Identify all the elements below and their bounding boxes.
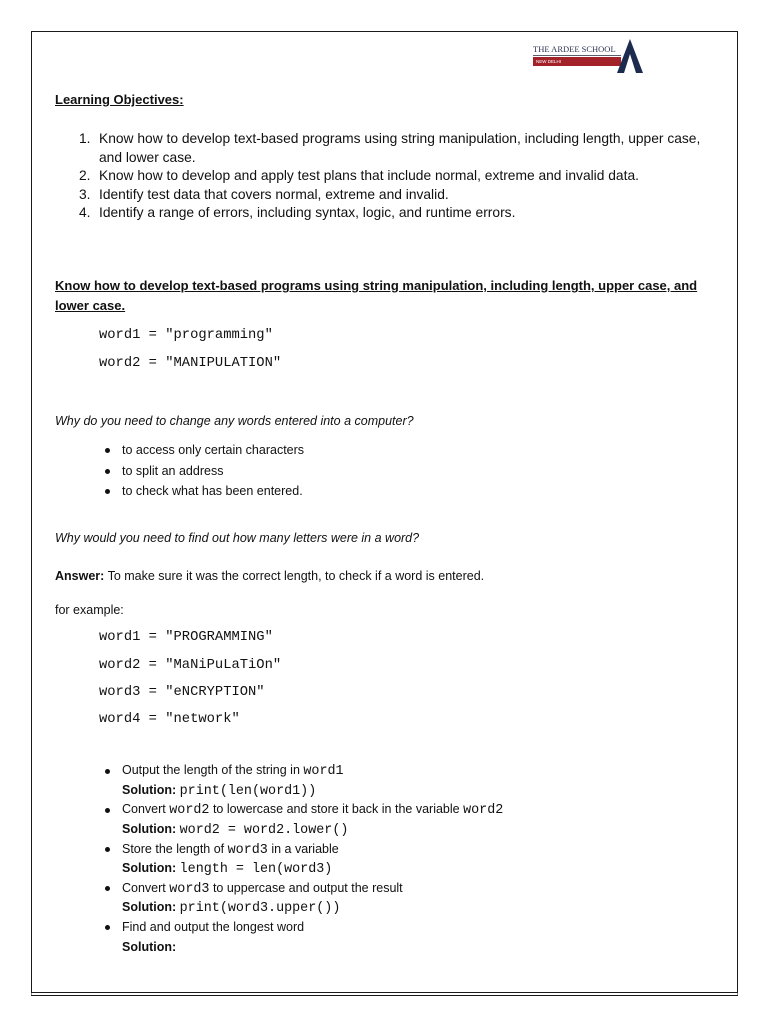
solution-label: Solution: xyxy=(122,861,177,876)
example-code-block xyxy=(99,624,281,733)
inline-code: word1 xyxy=(303,764,344,780)
objective-item xyxy=(79,130,709,167)
solution-label: Solution: xyxy=(122,821,177,836)
answer-text: To make sure it was the correct length, to check if a word is entered. xyxy=(107,569,485,583)
inline-code: word2 xyxy=(463,803,504,819)
learning-objectives-heading: Learning Objectives: xyxy=(55,92,184,107)
task-instruction xyxy=(122,840,503,860)
list-item xyxy=(122,440,304,461)
code-line: word4 = "network" xyxy=(99,712,240,728)
task-item xyxy=(122,800,503,839)
solution-code: print(len(word1)) xyxy=(179,783,317,799)
objective-text: Know how to develop text-based programs using string manipulation, including length, upper case, and lower case. xyxy=(99,131,701,165)
logo-location: NEW DELHI xyxy=(536,59,562,64)
code-line: word1 = "programming" xyxy=(99,328,273,343)
task-item xyxy=(122,879,503,918)
task-solution xyxy=(122,781,503,801)
bullet-icon xyxy=(105,769,110,774)
objective-text: Identify a range of errors, including syntax, logic, and runtime errors. xyxy=(99,205,516,220)
learning-objectives-list xyxy=(79,130,709,223)
task-solution xyxy=(122,938,503,958)
inline-code: word2 xyxy=(169,803,210,819)
task-text: to uppercase and output the result xyxy=(212,880,403,895)
solution-code: print(word3.upper()) xyxy=(179,901,341,917)
objective-number: 1. xyxy=(79,131,91,146)
solution-code: word2 = word2.lower() xyxy=(179,822,349,838)
task-solution xyxy=(122,898,503,918)
list-item-text: to split an address xyxy=(122,463,224,478)
section-heading: Know how to develop text-based programs using string manipulation, including length, upper case, and lower case. xyxy=(55,278,698,313)
list-item-text: to access only certain characters xyxy=(122,443,305,457)
task-item xyxy=(122,840,503,879)
answer-label: Answer: xyxy=(55,569,105,583)
objective-text: Know how to develop and apply test plans that include normal, extreme and invalid data. xyxy=(99,168,639,183)
task-instruction xyxy=(122,918,503,938)
logo-school-name: THE ARDEE SCHOOL xyxy=(533,44,616,54)
solution-label: Solution: xyxy=(122,782,177,797)
list-item xyxy=(122,481,304,502)
logo-a-mark-icon xyxy=(617,39,643,73)
solution-label: Solution: xyxy=(122,939,177,954)
task-instruction xyxy=(122,879,503,899)
code-line: word3 = "eNCRYPTION" xyxy=(99,684,265,700)
school-logo xyxy=(533,38,645,74)
bullet-icon xyxy=(105,808,110,813)
objective-number: 2. xyxy=(79,168,91,183)
bullet-icon xyxy=(105,469,110,474)
question-letter-count: Why would you need to find out how many letters were in a word? xyxy=(55,531,420,545)
task-text: Store the length of xyxy=(122,841,225,856)
task-text: Convert xyxy=(122,880,166,895)
question-change-words: Why do you need to change any words entered into a computer? xyxy=(55,414,414,428)
bullet-icon xyxy=(105,448,110,453)
task-text: in a variable xyxy=(271,841,339,856)
code-line: word2 = "MaNiPuLaTiOn" xyxy=(99,657,282,673)
reasons-list xyxy=(122,440,304,502)
list-item xyxy=(122,461,304,482)
list-item-text: to check what has been entered. xyxy=(122,484,303,498)
objective-number: 3. xyxy=(79,186,91,202)
logo-location-bar xyxy=(533,57,621,66)
objective-item xyxy=(79,204,709,223)
inline-code: word3 xyxy=(169,881,210,897)
task-solution xyxy=(122,820,503,840)
task-text: to lowercase and store it back in the variable xyxy=(212,802,460,817)
task-item xyxy=(122,918,503,957)
objective-item xyxy=(79,167,709,186)
objective-number: 4. xyxy=(79,205,91,220)
bullet-icon xyxy=(105,847,110,852)
task-instruction xyxy=(122,800,503,820)
task-text: Output the length of the string in xyxy=(122,763,300,778)
objective-item xyxy=(79,186,709,205)
logo-rule xyxy=(533,55,621,56)
solution-code: length = len(word3) xyxy=(179,862,333,878)
solution-label: Solution: xyxy=(122,900,177,915)
task-list xyxy=(122,761,503,957)
code-line: word1 = "PROGRAMMING" xyxy=(99,630,273,646)
example-label: for example: xyxy=(55,603,124,617)
task-instruction xyxy=(122,761,503,781)
intro-code-block xyxy=(99,322,281,378)
code-line: word2 = "MANIPULATION" xyxy=(99,356,282,371)
answer-line xyxy=(55,567,484,585)
task-item xyxy=(122,761,503,800)
task-solution xyxy=(122,859,503,879)
task-text: Find and output the longest word xyxy=(122,919,305,934)
bullet-icon xyxy=(105,489,110,494)
inline-code: word3 xyxy=(227,842,268,858)
objective-text: Identify test data that covers normal, extreme and invalid. xyxy=(99,186,449,202)
task-text: Convert xyxy=(122,802,166,817)
